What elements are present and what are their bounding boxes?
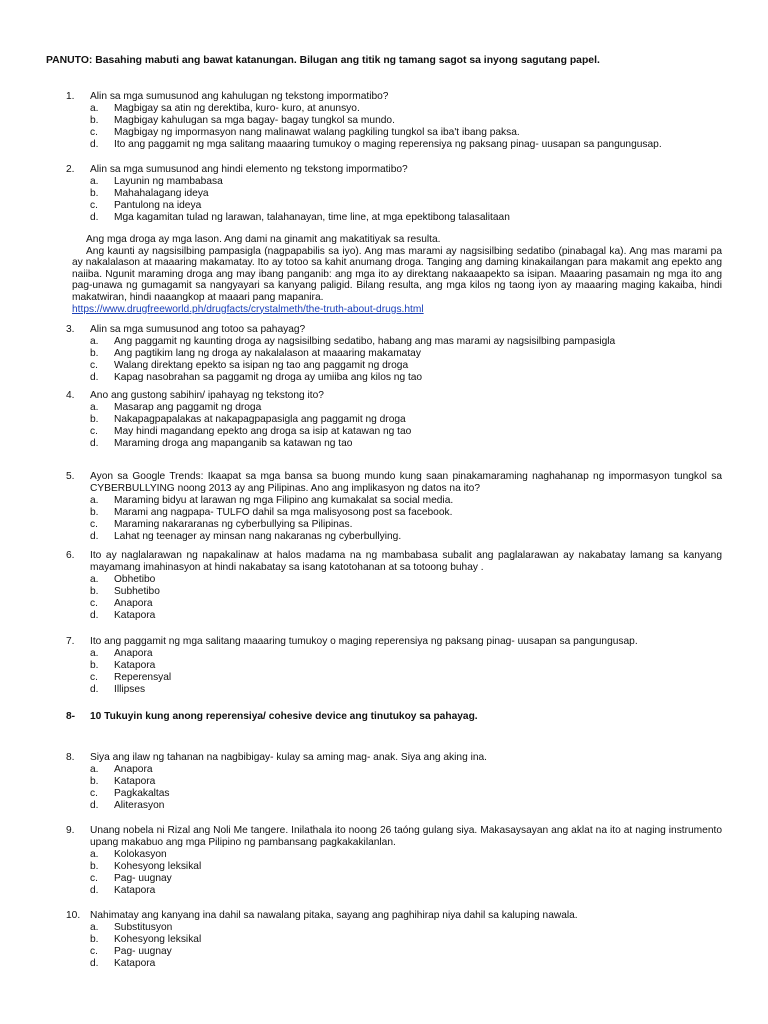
- option-a[interactable]: a. Magbigay sa atin ng derektiba, kuro- kuro, at anunsyo.: [90, 103, 360, 114]
- option-b[interactable]: b. Mahahalagang ideya: [90, 188, 209, 199]
- option-b[interactable]: b. Kohesyong leksikal: [90, 934, 202, 945]
- option-d[interactable]: d. Illipses: [90, 684, 146, 695]
- option-d[interactable]: d. Ito ang paggamit ng mga salitang maaaring tumukoy o maging reperensiya ng paksang pinag- uusapan sa pangungusap.: [90, 139, 662, 150]
- question-4: [66, 390, 722, 450]
- question-number: 8.: [66, 752, 75, 763]
- question-1: [66, 91, 722, 151]
- option-c[interactable]: c. Magbigay ng impormasyon nang malinawat walang pagkiling tungkol sa iba't ibang paksa.: [90, 127, 520, 138]
- option-c[interactable]: c. Maraming nakararanas ng cyberbullying sa Pilipinas.: [90, 519, 353, 530]
- question-10: [66, 910, 722, 970]
- option-b[interactable]: b. Ang pagtikim lang ng droga ay nakalalason at maaaring makamatay: [90, 348, 421, 359]
- question-number: 1.: [66, 91, 75, 102]
- option-d[interactable]: d. Lahat ng teenager ay minsan nang nakaranas ng cyberbullying.: [90, 531, 402, 542]
- option-b[interactable]: b. Marami ang nagpapa- TULFO dahil sa mga malisyosong post sa facebook.: [90, 507, 453, 518]
- source-link[interactable]: https://www.drugfreeworld.ph/drugfacts/crystalmeth/the-truth-about-drugs.html: [72, 303, 424, 315]
- option-c[interactable]: c. Pag- uugnay: [90, 946, 172, 957]
- option-b[interactable]: b. Nakapagpapalakas at nakapagpapasigla ang paggamit ng droga: [90, 414, 406, 425]
- option-a[interactable]: a. Maraming bidyu at larawan ng mga Filipino ang kumakalat sa social media.: [90, 495, 454, 506]
- question-number: 7.: [66, 636, 75, 647]
- option-c[interactable]: c. Pagkakaltas: [90, 788, 170, 799]
- option-c[interactable]: c. Pantulong na ideya: [90, 200, 202, 211]
- question-number: 10.: [66, 910, 81, 921]
- option-d[interactable]: d. Mga kagamitan tulad ng larawan, talahanayan, time line, at mga epektibong talasalitaan: [90, 212, 510, 223]
- question-number: 9.: [66, 825, 75, 836]
- option-a[interactable]: a. Kolokasyon: [90, 849, 167, 860]
- option-a[interactable]: a. Anapora: [90, 764, 153, 775]
- section-number: 8-: [66, 711, 76, 722]
- section-text: 10 Tukuyin kung anong reperensiya/ cohesive device ang tinutukoy sa pahayag.: [90, 711, 478, 722]
- option-a[interactable]: a. Ang paggamit ng kaunting droga ay nagsisilbing sedatibo, habang ang mas marami ay nagsisilbing pampasigla: [90, 336, 616, 347]
- question-3: [66, 324, 722, 384]
- question-text: Alin sa mga sumusunod ang kahulugan ng tekstong impormatibo?: [90, 91, 389, 102]
- option-c[interactable]: c. Reperensyal: [90, 672, 172, 683]
- question-number: 3.: [66, 324, 75, 335]
- question-6: [66, 550, 722, 622]
- question-text: Ano ang gustong sabihin/ ipahayag ng tekstong ito?: [90, 390, 324, 401]
- instructions: PANUTO: Basahing mabuti ang bawat katanungan. Bilugan ang titik ng tamang sagot sa inyong sagutang papel.: [46, 55, 600, 66]
- option-d[interactable]: d. Kapag nasobrahan sa paggamit ng droga ay umiiba ang kilos ng tao: [90, 372, 423, 383]
- option-d[interactable]: d. Katapora: [90, 958, 156, 969]
- question-text: Unang nobela ni Rizal ang Noli Me tangere. Inilathala ito noong 26 taóng gulang siya. Makasaysayan ang aklat na ito at naging instrumento upang makabuo ang mga Pilipino ng pambansang pagkakakilanlan.: [90, 825, 722, 848]
- passage-body: Ang kaunti ay nagsisilbing pampasigla (nagpapabilis sa iyo). Ang mas marami ay nagsisilbing sedatibo (pinabagal ka). Ang mas marami pa ay nakalalason at maaaring makamatay. Ito ay totoo sa kahit anumang droga. Tanging ang daming kinakailangan para makamit ang epekto ang naiiba. Ngunit maraming droga ang may ibang panganib: ang mga ito ay direktang nakaaapekto sa isipan. Maaaring pasamain ng mga ito ang pag-unawa ng gumagamit sa nangyayari sa kanyang paligid. Bilang resulta, ang mga kilos ng taong iyon ay maaaring maging kakaiba, hindi makatwiran, hindi naaangkop at maaari pang mapanira.: [72, 245, 722, 303]
- question-text: Alin sa mga sumusunod ang totoo sa pahayag?: [90, 324, 306, 335]
- question-text: Alin sa mga sumusunod ang hindi elemento ng tekstong impormatibo?: [90, 164, 408, 175]
- question-text: Ito ay naglalarawan ng napakalinaw at halos madama na ng mambabasa subalit ang paglalarawan ay nakabatay lamang sa kanyang mayamang imahinasyon at hindi nakabatay sa isang katotohanan at sa totoong buhay .: [90, 550, 722, 573]
- question-9: [66, 825, 722, 897]
- option-b[interactable]: b. Katapora: [90, 660, 156, 671]
- option-c[interactable]: c. May hindi magandang epekto ang droga sa isip at katawan ng tao: [90, 426, 412, 437]
- question-8: [66, 752, 722, 812]
- passage-title: Ang mga droga ay mga lason. Ang dami na ginamit ang makatitiyak sa resulta.: [86, 234, 441, 245]
- option-b[interactable]: b. Katapora: [90, 776, 156, 787]
- option-d[interactable]: d. Katapora: [90, 610, 156, 621]
- option-a[interactable]: a. Obhetibo: [90, 574, 156, 585]
- question-2: [66, 164, 722, 224]
- question-7: [66, 636, 722, 696]
- option-d[interactable]: d. Katapora: [90, 885, 156, 896]
- reading-passage: [72, 234, 722, 315]
- option-a[interactable]: a. Substitusyon: [90, 922, 173, 933]
- question-number: 5.: [66, 471, 75, 482]
- question-5: [66, 471, 722, 543]
- option-b[interactable]: b. Subhetibo: [90, 586, 160, 597]
- option-a[interactable]: a. Masarap ang paggamit ng droga: [90, 402, 262, 413]
- question-text: Ayon sa Google Trends: Ikaapat sa mga bansa sa buong mundo kung saan pinakamaraming naghahanap ng impormasyon tungkol sa CYBERBULLYING noong 2013 ay ang Pilipinas. Ano ang implikasyon ng datos na ito?: [90, 471, 722, 494]
- question-text: Ito ang paggamit ng mga salitang maaaring tumukoy o maging reperensiya ng paksang pinag- uusapan sa pangungusap.: [90, 636, 638, 647]
- question-number: 2.: [66, 164, 75, 175]
- option-c[interactable]: c. Walang direktang epekto sa isipan ng tao ang paggamit ng droga: [90, 360, 409, 371]
- option-d[interactable]: d. Aliterasyon: [90, 800, 165, 811]
- option-a[interactable]: a. Anapora: [90, 648, 153, 659]
- question-text: Siya ang ilaw ng tahanan na nagbibigay- kulay sa aming mag- anak. Siya ang aking ina.: [90, 752, 487, 763]
- question-number: 4.: [66, 390, 75, 401]
- option-a[interactable]: a. Layunin ng mambabasa: [90, 176, 223, 187]
- option-b[interactable]: b. Magbigay kahulugan sa mga bagay- bagay tungkol sa mundo.: [90, 115, 395, 126]
- option-c[interactable]: c. Pag- uugnay: [90, 873, 172, 884]
- option-b[interactable]: b. Kohesyong leksikal: [90, 861, 202, 872]
- option-c[interactable]: c. Anapora: [90, 598, 153, 609]
- option-d[interactable]: d. Maraming droga ang mapanganib sa katawan ng tao: [90, 438, 353, 449]
- question-number: 6.: [66, 550, 75, 561]
- question-text: Nahimatay ang kanyang ina dahil sa nawalang pitaka, sayang ang paghihirap niya dahil sa kaluping nawala.: [90, 910, 578, 921]
